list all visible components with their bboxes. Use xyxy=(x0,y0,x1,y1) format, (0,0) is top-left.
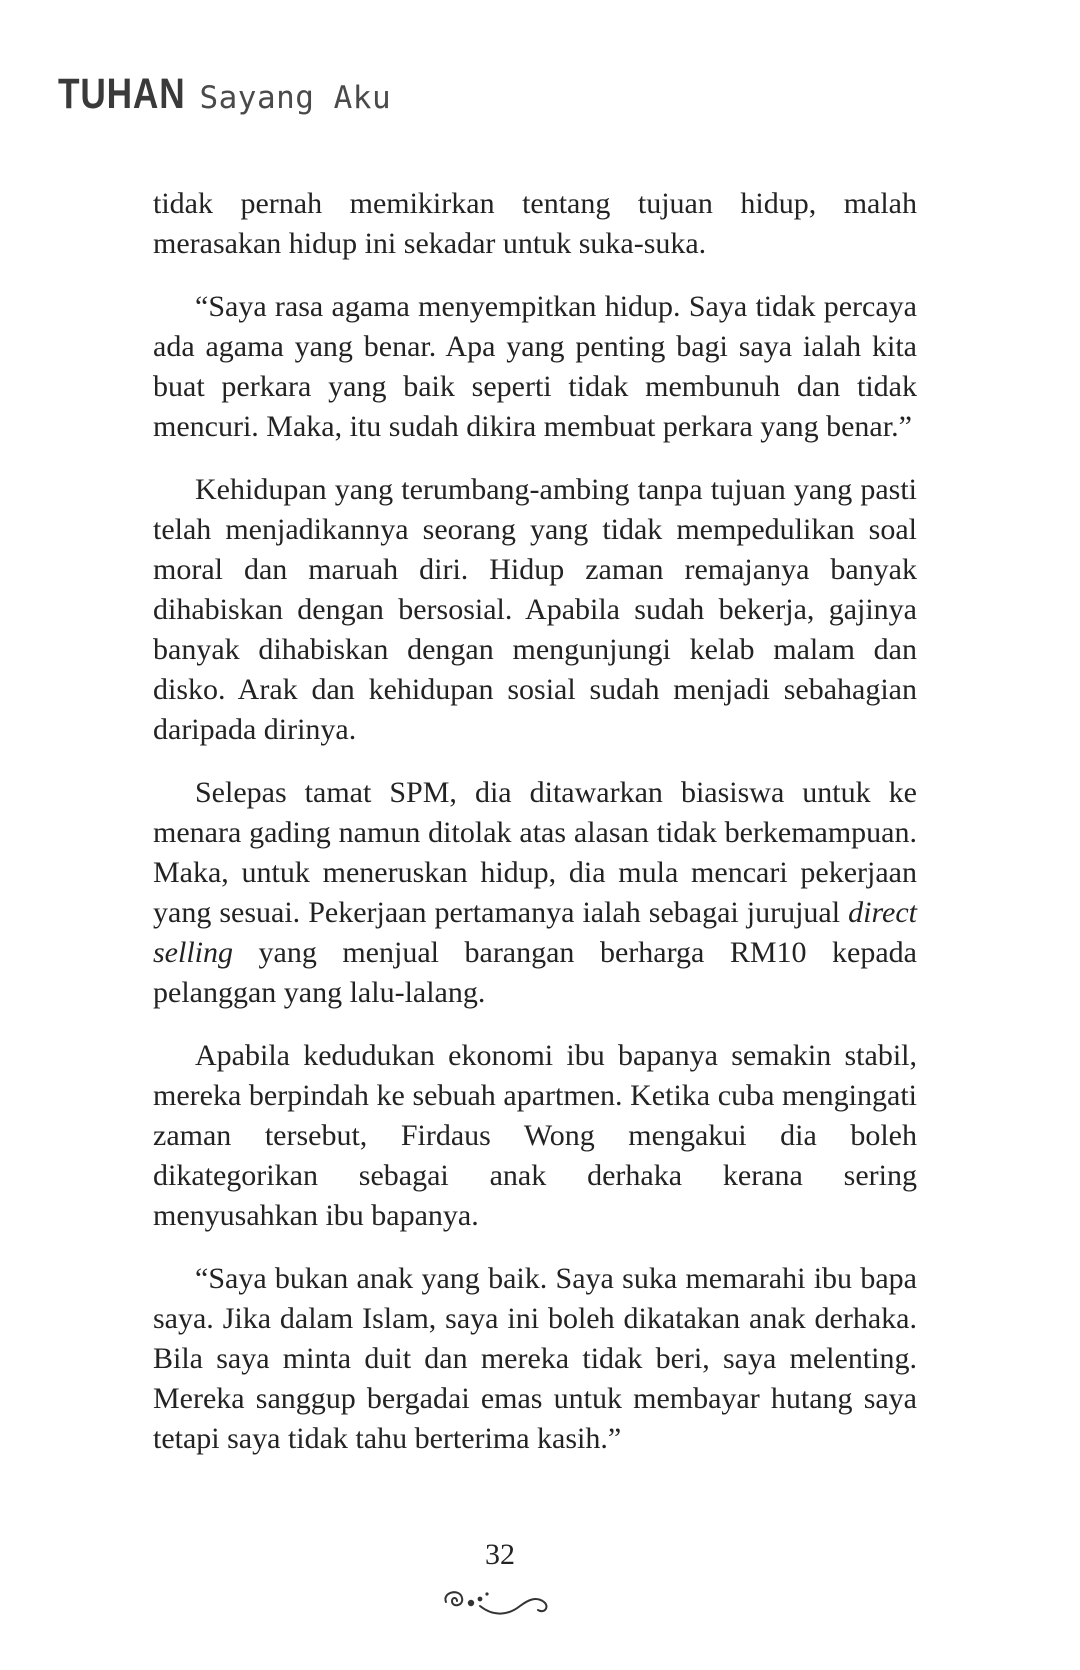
book-title-main: TUHAN xyxy=(58,70,186,118)
paragraph-4-text-before: Selepas tamat SPM, dia ditawarkan biasiswa untuk ke menara gading namun ditolak atas alasan tidak berkemampuan. Maka, untuk meneruskan hidup, dia mula mencari pekerjaan yang sesuai. Pekerjaan pertamanya ialah sebagai jurujual xyxy=(153,776,917,929)
running-head xyxy=(58,70,391,119)
paragraph-3: Kehidupan yang terumbang-ambing tanpa tujuan yang pasti telah menjadikannya seorang yang tidak mempedulikan soal moral dan maruah diri. Hidup zaman remajanya banyak dihabiskan dengan bersosial. Apabila sudah bekerja, gajinya banyak dihabiskan dengan mengunjungi kelab malam dan disko. Arak dan kehidupan sosial sudah menjadi sebahagian daripada dirinya. xyxy=(153,473,917,746)
book-title-sub: Sayang Aku xyxy=(199,80,392,116)
paragraph-6: “Saya bukan anak yang baik. Saya suka memarahi ibu bapa saya. Jika dalam Islam, saya ini boleh dikatakan anak derhaka. Bila saya minta duit dan mereka tidak beri, saya melenting. Mereka sanggup bergadai emas untuk membayar hutang saya tetapi saya tidak tahu berterima kasih.” xyxy=(153,1262,917,1455)
paragraph-4-italic-term: direct selling xyxy=(153,896,917,969)
page-body xyxy=(153,184,917,1482)
swirl-flourish-icon xyxy=(440,1584,560,1624)
paragraph-5: Apabila kedudukan ekonomi ibu bapanya semakin stabil, mereka berpindah ke sebuah apartmen. Ketika cuba mengingati zaman tersebut, Firdaus Wong mengakui dia boleh dikategorikan sebagai anak derhaka kerana sering menyusahkan ibu bapanya. xyxy=(153,1039,917,1232)
paragraph-4-text-after: yang menjual barangan berharga RM10 kepada pelanggan yang lalu-lalang. xyxy=(153,936,917,1009)
paragraph-4 xyxy=(153,773,917,1013)
page-number: 32 xyxy=(485,1538,515,1571)
paragraph-1: tidak pernah memikirkan tentang tujuan hidup, malah merasakan hidup ini sekadar untuk suka-suka. xyxy=(153,187,917,260)
paragraph-2: “Saya rasa agama menyempitkan hidup. Saya tidak percaya ada agama yang benar. Apa yang penting bagi saya ialah kita buat perkara yang baik seperti tidak membunuh dan tidak mencuri. Maka, itu sudah dikira membuat perkara yang benar.” xyxy=(153,290,917,443)
